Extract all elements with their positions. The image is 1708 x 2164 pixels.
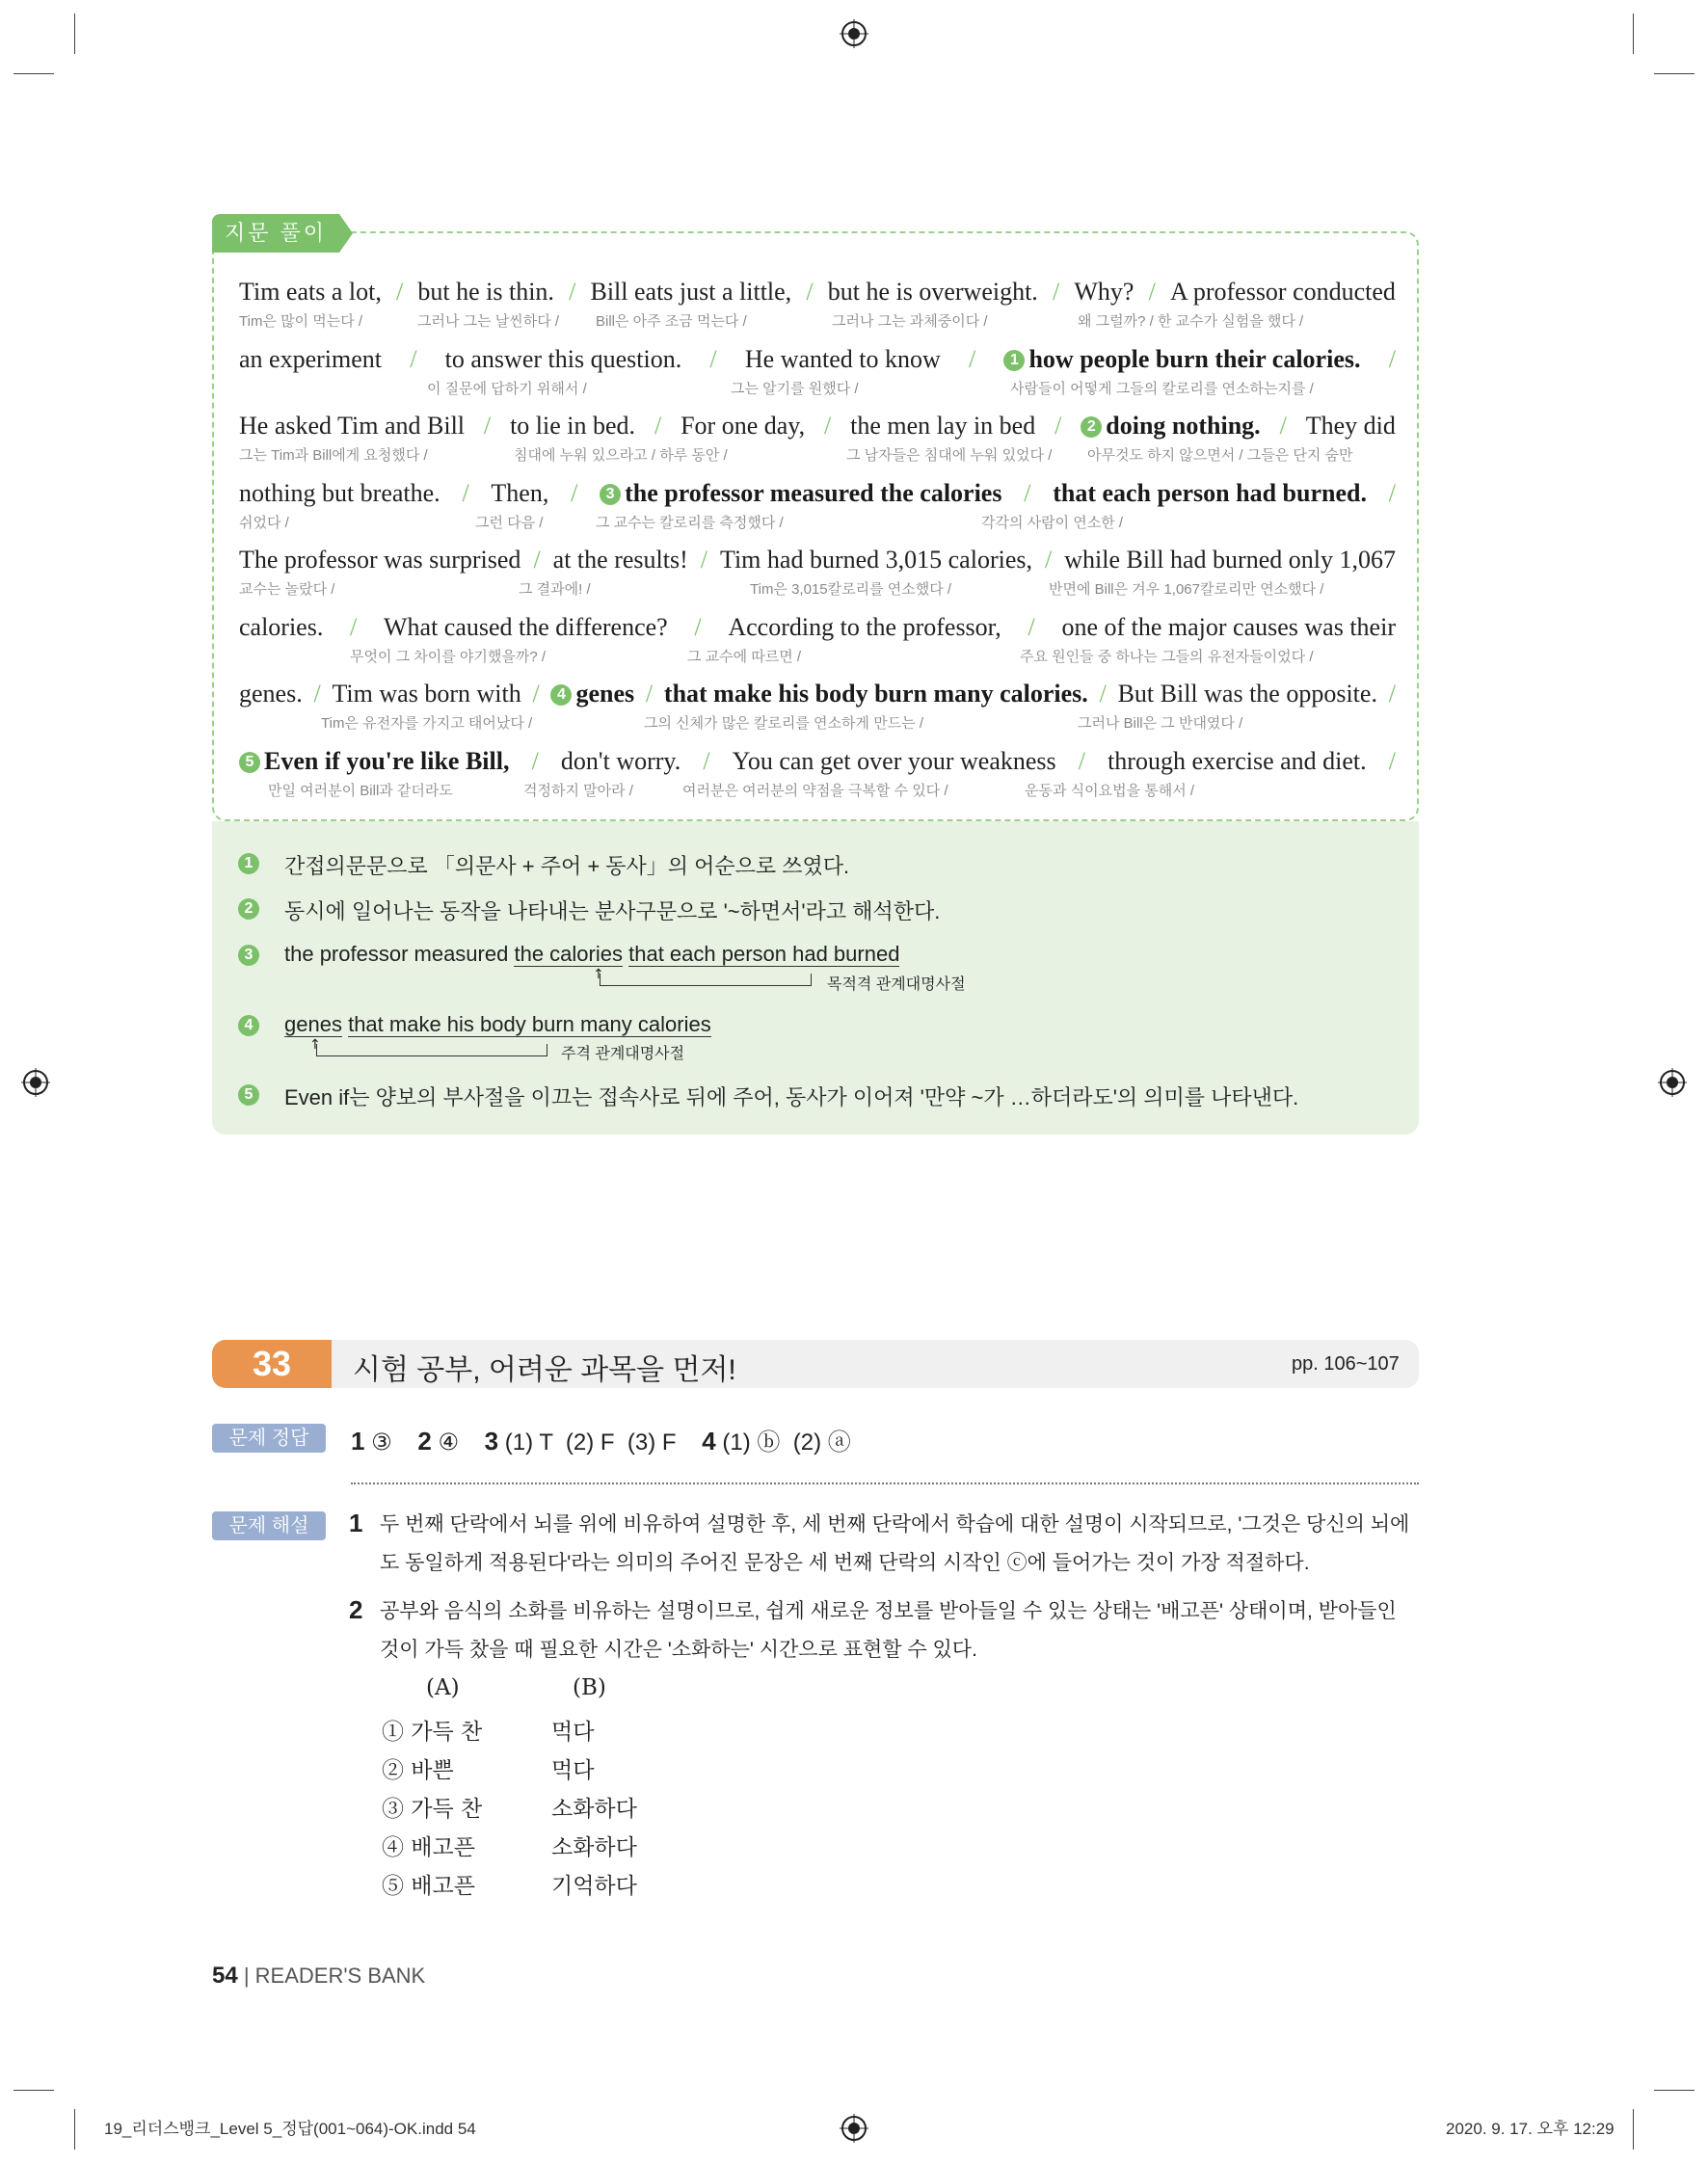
option-value: 소화하다 [551, 1835, 637, 1860]
explanation-number: 1 [349, 1509, 363, 1537]
chunk-slash: / [569, 278, 576, 306]
passage-tag-tail [339, 214, 353, 253]
english-chunk: For one day, [681, 412, 806, 440]
note-marker: 5 [239, 752, 260, 773]
korean-gloss: Bill은 아주 조금 먹는다 / [596, 313, 747, 330]
english-chunk: an experiment [239, 344, 382, 373]
option-value: 소화하다 [551, 1797, 637, 1822]
english-chunk: They did [1305, 412, 1396, 440]
chunk-slash: / [533, 546, 541, 574]
relative-clause: that each person had burned [628, 942, 900, 966]
passage-line [239, 478, 1396, 531]
korean-gloss: 그의 신체가 많은 칼로리를 연소하게 만드는 / [644, 715, 923, 732]
chunk-slash: / [1024, 478, 1031, 507]
option-choice: ② 바쁜 [382, 1758, 454, 1783]
registration-mark-icon [840, 19, 868, 48]
korean-gloss: 각각의 사람이 연소한 / [981, 514, 1124, 531]
options-header-a: (A) [426, 1675, 460, 1700]
english-chunk: 3 the professor measured the calories [600, 479, 1001, 508]
passage-line [239, 612, 1396, 665]
chunk-slash: / [694, 612, 702, 641]
note-number: 5 [238, 1084, 259, 1106]
chunk-slash: / [1388, 344, 1396, 373]
chunk-slash: / [824, 412, 832, 440]
crop-mark [13, 2090, 54, 2091]
korean-gloss: 그는 Tim과 Bill에게 요청했다 / [239, 447, 428, 464]
chunk-slash: / [654, 412, 662, 440]
chunk-slash: / [700, 546, 707, 574]
english-chunk: through exercise and diet. [1108, 746, 1367, 775]
crop-mark [13, 73, 54, 74]
english-chunk: genes. [239, 680, 303, 708]
chunk-slash: / [313, 680, 321, 708]
english-chunk: but he is thin. [417, 278, 554, 306]
passage-line [239, 546, 1396, 598]
english-chunk: 1 how people burn their calories. [1003, 345, 1360, 374]
korean-gloss: 그 교수에 따르면 / [687, 648, 802, 665]
option-choice: ③ 가득 찬 [382, 1797, 483, 1822]
chunk-slash: / [969, 344, 976, 373]
chunk-slash: / [483, 412, 492, 440]
korean-gloss: 이 질문에 답하기 위해서 / [427, 380, 587, 397]
english-chunk: The professor was surprised [239, 546, 521, 574]
english-chunk: calories. [239, 612, 324, 641]
relative-clause: that make his body burn many calories [348, 1012, 711, 1036]
korean-gloss: 아무것도 하지 않으면서 / 그들은 단지 숨만 [1087, 447, 1353, 464]
korean-gloss: Tim은 3,015칼로리를 연소했다 / [750, 581, 952, 598]
english-chunk: Tim was born with [332, 680, 521, 708]
option-value: 기억하다 [551, 1874, 637, 1899]
relation-label: 목적격 관계대명사절 [827, 976, 966, 993]
note-text: the professor measured the calories that each person had burned [284, 942, 900, 966]
korean-gloss: 그는 알기를 원했다 / [731, 380, 859, 397]
passage-line [239, 746, 1396, 799]
option-choice: ⑤ 배고픈 [382, 1874, 475, 1899]
korean-gloss: 그 결과에! / [519, 581, 591, 598]
slug-date: 2020. 9. 17. 오후 12:29 [1446, 2120, 1615, 2138]
section-title: 시험 공부, 어려운 과목을 먼저! [353, 1354, 736, 1386]
note-number: 4 [238, 1015, 259, 1036]
explanation-text: 두 번째 단락에서 뇌를 위에 비유하여 설명한 후, 세 번째 단락에서 학습에 대한 설명이 시작되므로, '그것은 당신의 뇌에도 동일하게 적용된다'라는 의미의 주어진 문장은 세 번째 단락의 시작인 ⓒ에 들어가는 것이 가장 적절하다. [380, 1513, 1410, 1574]
english-chunk: that each person had burned. [1053, 478, 1367, 507]
page-footer: 54 | READER'S BANK [212, 1963, 426, 1989]
chunk-slash: / [395, 278, 404, 306]
chunk-slash: / [410, 344, 417, 373]
korean-gloss: 만일 여러분이 Bill과 같더라도 [268, 782, 453, 799]
english-chunk: Why? [1074, 278, 1134, 306]
crop-mark [74, 2109, 75, 2150]
chunk-slash: / [1099, 680, 1107, 708]
english-chunk: Tim eats a lot, [239, 278, 382, 306]
english-chunk: to lie in bed. [510, 412, 636, 440]
answer-label: 문제 정답 [212, 1424, 326, 1453]
english-chunk: nothing but breathe. [239, 478, 440, 507]
chunk-slash: / [1148, 278, 1156, 306]
english-chunk: 4 genes [550, 680, 634, 708]
arrow-up-icon: ↑ [309, 1037, 321, 1053]
registration-mark-icon [21, 1068, 50, 1097]
korean-gloss: 그러나 그는 날씬하다 / [417, 313, 560, 330]
crop-mark [1633, 2109, 1634, 2150]
antecedent: the calories [514, 942, 623, 966]
options-header-b: (B) [573, 1675, 606, 1700]
english-chunk: Then, [491, 478, 549, 507]
chunk-slash: / [1388, 746, 1396, 775]
english-chunk: But Bill was the opposite. [1117, 680, 1377, 708]
antecedent: genes [284, 1012, 342, 1036]
registration-mark-icon [840, 2114, 868, 2143]
crop-mark [74, 13, 75, 54]
passage-line [239, 412, 1396, 464]
passage-line [239, 680, 1396, 732]
korean-gloss: 여러분은 여러분의 약점을 극복할 수 있다 / [682, 782, 948, 799]
note-number: 3 [238, 945, 259, 966]
english-chunk: to answer this question. [444, 344, 682, 373]
chunk-slash: / [532, 680, 540, 708]
option-value: 먹다 [551, 1720, 595, 1745]
note-number: 2 [238, 898, 259, 920]
chunk-slash: / [1044, 546, 1053, 574]
explanation-text: 공부와 음식의 소화를 비유하는 설명이므로, 쉽게 새로운 정보를 받아들일 수 있는 상태는 '배고픈' 상태이며, 받아들인 것이 가득 찼을 때 필요한 시간은 '소화하는' 시간으로 표현할 수 있다. [380, 1600, 1397, 1661]
english-chunk: Bill eats just a little, [590, 278, 792, 306]
note-text: Even if는 양보의 부사절을 이끄는 접속사로 뒤에 주어, 동사가 이어져 '만약 ~가 …하더라도'의 의미를 나타낸다. [284, 1085, 1299, 1109]
chunk-slash: / [1388, 680, 1396, 708]
option-choice: ④ 배고픈 [382, 1835, 475, 1860]
note-text: 동시에 일어나는 동작을 나타내는 분사구문으로 '~하면서'라고 해석한다. [284, 899, 941, 923]
chunk-slash: / [350, 612, 358, 641]
passage-tag: 지문 풀이 [212, 214, 339, 253]
english-chunk: the men lay in bed [850, 412, 1036, 440]
english-chunk: that make his body burn many calories. [663, 680, 1088, 708]
korean-gloss: 왜 그럴까? / 한 교수가 실험을 했다 / [1078, 313, 1304, 330]
chunk-slash: / [806, 278, 814, 306]
crop-mark [1633, 13, 1634, 54]
korean-gloss: 그 남자들은 침대에 누워 있었다 / [846, 447, 1053, 464]
relation-bracket [600, 974, 812, 986]
korean-gloss: 운동과 식이요법을 통해서 / [1025, 782, 1195, 799]
relation-bracket [316, 1044, 547, 1056]
registration-mark-icon [1658, 1068, 1687, 1097]
section-number: 33 [212, 1340, 332, 1388]
passage-line [239, 344, 1396, 397]
chunk-slash: / [703, 746, 710, 775]
korean-gloss: 무엇이 그 차이를 야기했을까? / [350, 648, 547, 665]
note-marker: 2 [1081, 416, 1102, 438]
chunk-slash: / [462, 478, 469, 507]
dotted-divider [351, 1483, 1419, 1484]
option-choice: ① 가득 찬 [382, 1720, 483, 1745]
chunk-slash: / [1054, 412, 1062, 440]
slug-file: 19_리더스뱅크_Level 5_정답(001~064)-OK.indd 54 [104, 2120, 476, 2138]
english-chunk: while Bill had burned only 1,067 [1064, 546, 1396, 574]
korean-gloss: 그런 다음 / [475, 514, 544, 531]
english-chunk: 2 doing nothing. [1081, 412, 1260, 441]
korean-gloss: Tim은 많이 먹는다 / [239, 313, 363, 330]
english-chunk: According to the professor, [728, 612, 1001, 641]
note-number: 1 [238, 853, 259, 874]
english-chunk: 5 Even if you're like Bill, [239, 747, 509, 776]
english-chunk: You can get over your weakness [732, 746, 1056, 775]
chunk-slash: / [1388, 478, 1396, 507]
chunk-slash: / [709, 344, 717, 373]
chunk-slash: / [645, 680, 654, 708]
english-chunk: one of the major causes was their [1061, 612, 1396, 641]
korean-gloss: 반면에 Bill은 겨우 1,067칼로리만 연소했다 / [1049, 581, 1324, 598]
english-chunk: He asked Tim and Bill [239, 412, 466, 440]
korean-gloss: 쉬었다 / [239, 514, 289, 531]
answer-list: 1 ③ 2 ④ 3 (1) T (2) F (3) F 4 (1) ⓑ (2) ⓐ [351, 1427, 851, 1456]
english-chunk: Tim had burned 3,015 calories, [719, 546, 1032, 574]
korean-gloss: 그러나 Bill은 그 반대였다 / [1078, 715, 1243, 732]
chunk-slash: / [531, 746, 539, 775]
korean-gloss: 그 교수는 칼로리를 측정했다 / [596, 514, 784, 531]
crop-mark [1654, 2090, 1695, 2091]
note-text: 간접의문문으로 「의문사 + 주어 + 동사」의 어순으로 쓰였다. [284, 854, 850, 878]
option-value: 먹다 [551, 1758, 595, 1783]
explanation-number: 2 [349, 1595, 363, 1624]
english-chunk: He wanted to know [744, 344, 941, 373]
passage-line [239, 278, 1396, 330]
note-marker: 3 [600, 484, 621, 505]
korean-gloss: 교수는 놀랐다 / [239, 581, 335, 598]
crop-mark [1654, 73, 1695, 74]
chunk-slash: / [1078, 746, 1085, 775]
note-marker: 4 [550, 684, 572, 706]
english-chunk: A professor conducted [1170, 278, 1396, 306]
chunk-slash: / [1279, 412, 1287, 440]
korean-gloss: Tim은 유전자를 가지고 태어났다 / [321, 715, 533, 732]
korean-gloss: 걱정하지 말아라 / [523, 782, 633, 799]
chunk-slash: / [571, 478, 578, 507]
section-pages: pp. 106~107 [1292, 1353, 1400, 1375]
chunk-slash: / [1027, 612, 1035, 641]
note-text [284, 1012, 711, 1037]
arrow-up-icon: ↑ [593, 967, 604, 982]
english-chunk: don't worry. [560, 746, 681, 775]
english-chunk: but he is overweight. [827, 278, 1038, 306]
english-chunk: What caused the difference? [383, 612, 668, 641]
korean-gloss: 침대에 누워 있으라고 / 하루 동안 / [514, 447, 728, 464]
english-chunk: at the results! [552, 546, 688, 574]
note-marker: 1 [1003, 350, 1025, 371]
korean-gloss: 사람들이 어떻게 그들의 칼로리를 연소하는지를 / [1010, 380, 1314, 397]
chunk-slash: / [1052, 278, 1060, 306]
korean-gloss: 그러나 그는 과체중이다 / [832, 313, 988, 330]
explanation-label: 문제 해설 [212, 1511, 326, 1540]
korean-gloss: 주요 원인들 중 하나는 그들의 유전자들이었다 / [1020, 648, 1314, 665]
relation-label: 주격 관계대명사절 [561, 1046, 685, 1062]
